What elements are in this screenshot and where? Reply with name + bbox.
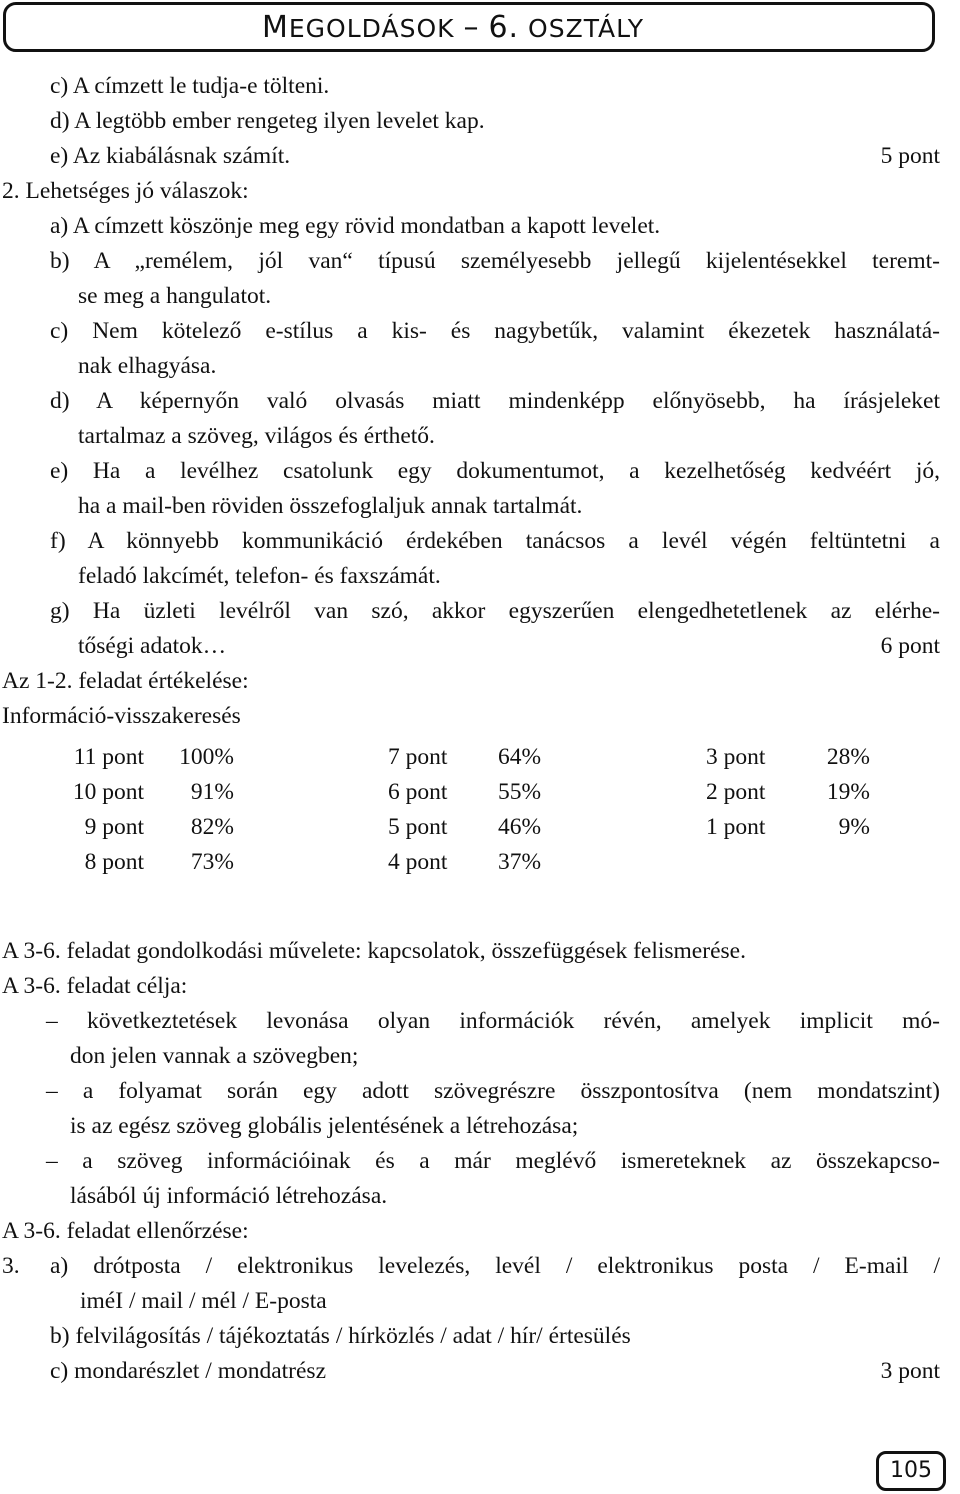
page-header-title: MEGOLDÁSOK – 6. OSZTÁLY: [262, 10, 644, 45]
score-points: 9 pont: [84, 814, 144, 840]
text-line: se meg a hangulatot.: [78, 283, 272, 309]
text-line: A 3-6. feladat gondolkodási művelete: kapcsolatok, összefüggések felismerése.: [2, 938, 746, 964]
text-line: d) A képernyőn való olvasás miatt mindenképp előnyösebb, ha írásjeleket: [50, 388, 940, 414]
text-line: c) mondarészlet / mondatrész: [50, 1358, 327, 1384]
score-points: 8 pont: [84, 849, 144, 875]
bullet-line: – a szöveg információinak és a már meglévő ismereteknek az összekapcso-: [46, 1148, 940, 1174]
score-points: 7 pont: [388, 744, 448, 770]
score-points: 6 pont: [388, 779, 448, 805]
score-points: 1 pont: [706, 814, 766, 840]
text-line: tartalmaz a szöveg, világos és érthető.: [78, 423, 435, 449]
score-points: 4 pont: [388, 849, 448, 875]
text-line: ha a mail-ben röviden összefoglaljuk annak tartalmát.: [78, 493, 583, 519]
text-line: b) A „remélem, jól van“ típusú személyesebb jellegű kijelentésekkel teremt-: [50, 248, 940, 274]
score-points: 5 pont: [388, 814, 448, 840]
score-points: 2 pont: [706, 779, 766, 805]
text-line: feladó lakcímét, telefon- és faxszámát.: [78, 563, 441, 589]
bullet-line: lásából új információ létrehozása.: [70, 1183, 388, 1209]
bullet-line: – a folyamat során egy adott szövegrészre összpontosítva (nem mondatszint): [46, 1078, 940, 1104]
text-line: tőségi adatok…: [78, 633, 227, 659]
score-percent: 55%: [498, 779, 542, 805]
page-number: 105: [876, 1451, 946, 1491]
score-percent: 64%: [498, 744, 542, 770]
score-percent: 28%: [826, 744, 870, 770]
text-line: e) Az kiabálásnak számít.: [50, 143, 291, 169]
text-line: 2. Lehetséges jó válaszok:: [2, 178, 249, 204]
score-percent: 46%: [498, 814, 542, 840]
bullet-line: is az egész szöveg globális jelentésének a létrehozása;: [70, 1113, 579, 1139]
text-line: e) Ha a levélhez csatolunk egy dokumentumot, a kezelhetőség kedvéért jó,: [50, 458, 940, 484]
points-label: 6 pont: [880, 633, 940, 659]
item-number: 3.: [2, 1253, 20, 1279]
score-percent: 100%: [179, 744, 234, 770]
points-label: 5 pont: [880, 143, 940, 169]
score-percent: 19%: [826, 779, 870, 805]
text-line: a) A címzett köszönje meg egy rövid mondatban a kapott levelet.: [50, 213, 661, 239]
bullet-line: – következtetések levonása olyan információk révén, amelyek implicit mó-: [46, 1008, 940, 1034]
text-line: c) Nem kötelező e-stílus a kis- és nagybetűk, valamint ékezetek használatá-: [50, 318, 940, 344]
score-points: 11 pont: [73, 744, 144, 770]
points-label: 3 pont: [880, 1358, 940, 1384]
bullet-line: don jelen vannak a szövegben;: [70, 1043, 359, 1069]
text-line: nak elhagyása.: [78, 353, 217, 379]
score-percent: 82%: [190, 814, 234, 840]
text-line: d) A legtöbb ember rengeteg ilyen levelet kap.: [50, 108, 485, 134]
score-percent: 73%: [190, 849, 234, 875]
score-percent: 37%: [498, 849, 542, 875]
score-points: 3 pont: [706, 744, 766, 770]
score-percent: 91%: [190, 779, 234, 805]
text-line: f) A könnyebb kommunikáció érdekében tanácsos a levél végén feltüntetni a: [50, 528, 940, 554]
section-heading: Információ-visszakeresés: [2, 703, 241, 729]
score-percent: 9%: [838, 814, 870, 840]
section-heading: A 3-6. feladat célja:: [2, 973, 188, 999]
section-heading: A 3-6. feladat ellenőrzése:: [2, 1218, 249, 1244]
text-line: g) Ha üzleti levélről van szó, akkor egyszerűen elengedhetetlenek az elérhe-: [50, 598, 940, 624]
text-line: iméI / mail / mél / E-posta: [80, 1288, 327, 1314]
text-line: b) felvilágosítás / tájékoztatás / hírközlés / adat / hír/ értesülés: [50, 1323, 631, 1349]
text-line: a) drótposta / elektronikus levelezés, levél / elektronikus posta / E-mail /: [50, 1253, 940, 1279]
text-line: c) A címzett le tudja-e tölteni.: [50, 73, 330, 99]
score-points: 10 pont: [72, 779, 144, 805]
section-heading: Az 1-2. feladat értékelése:: [2, 668, 249, 694]
